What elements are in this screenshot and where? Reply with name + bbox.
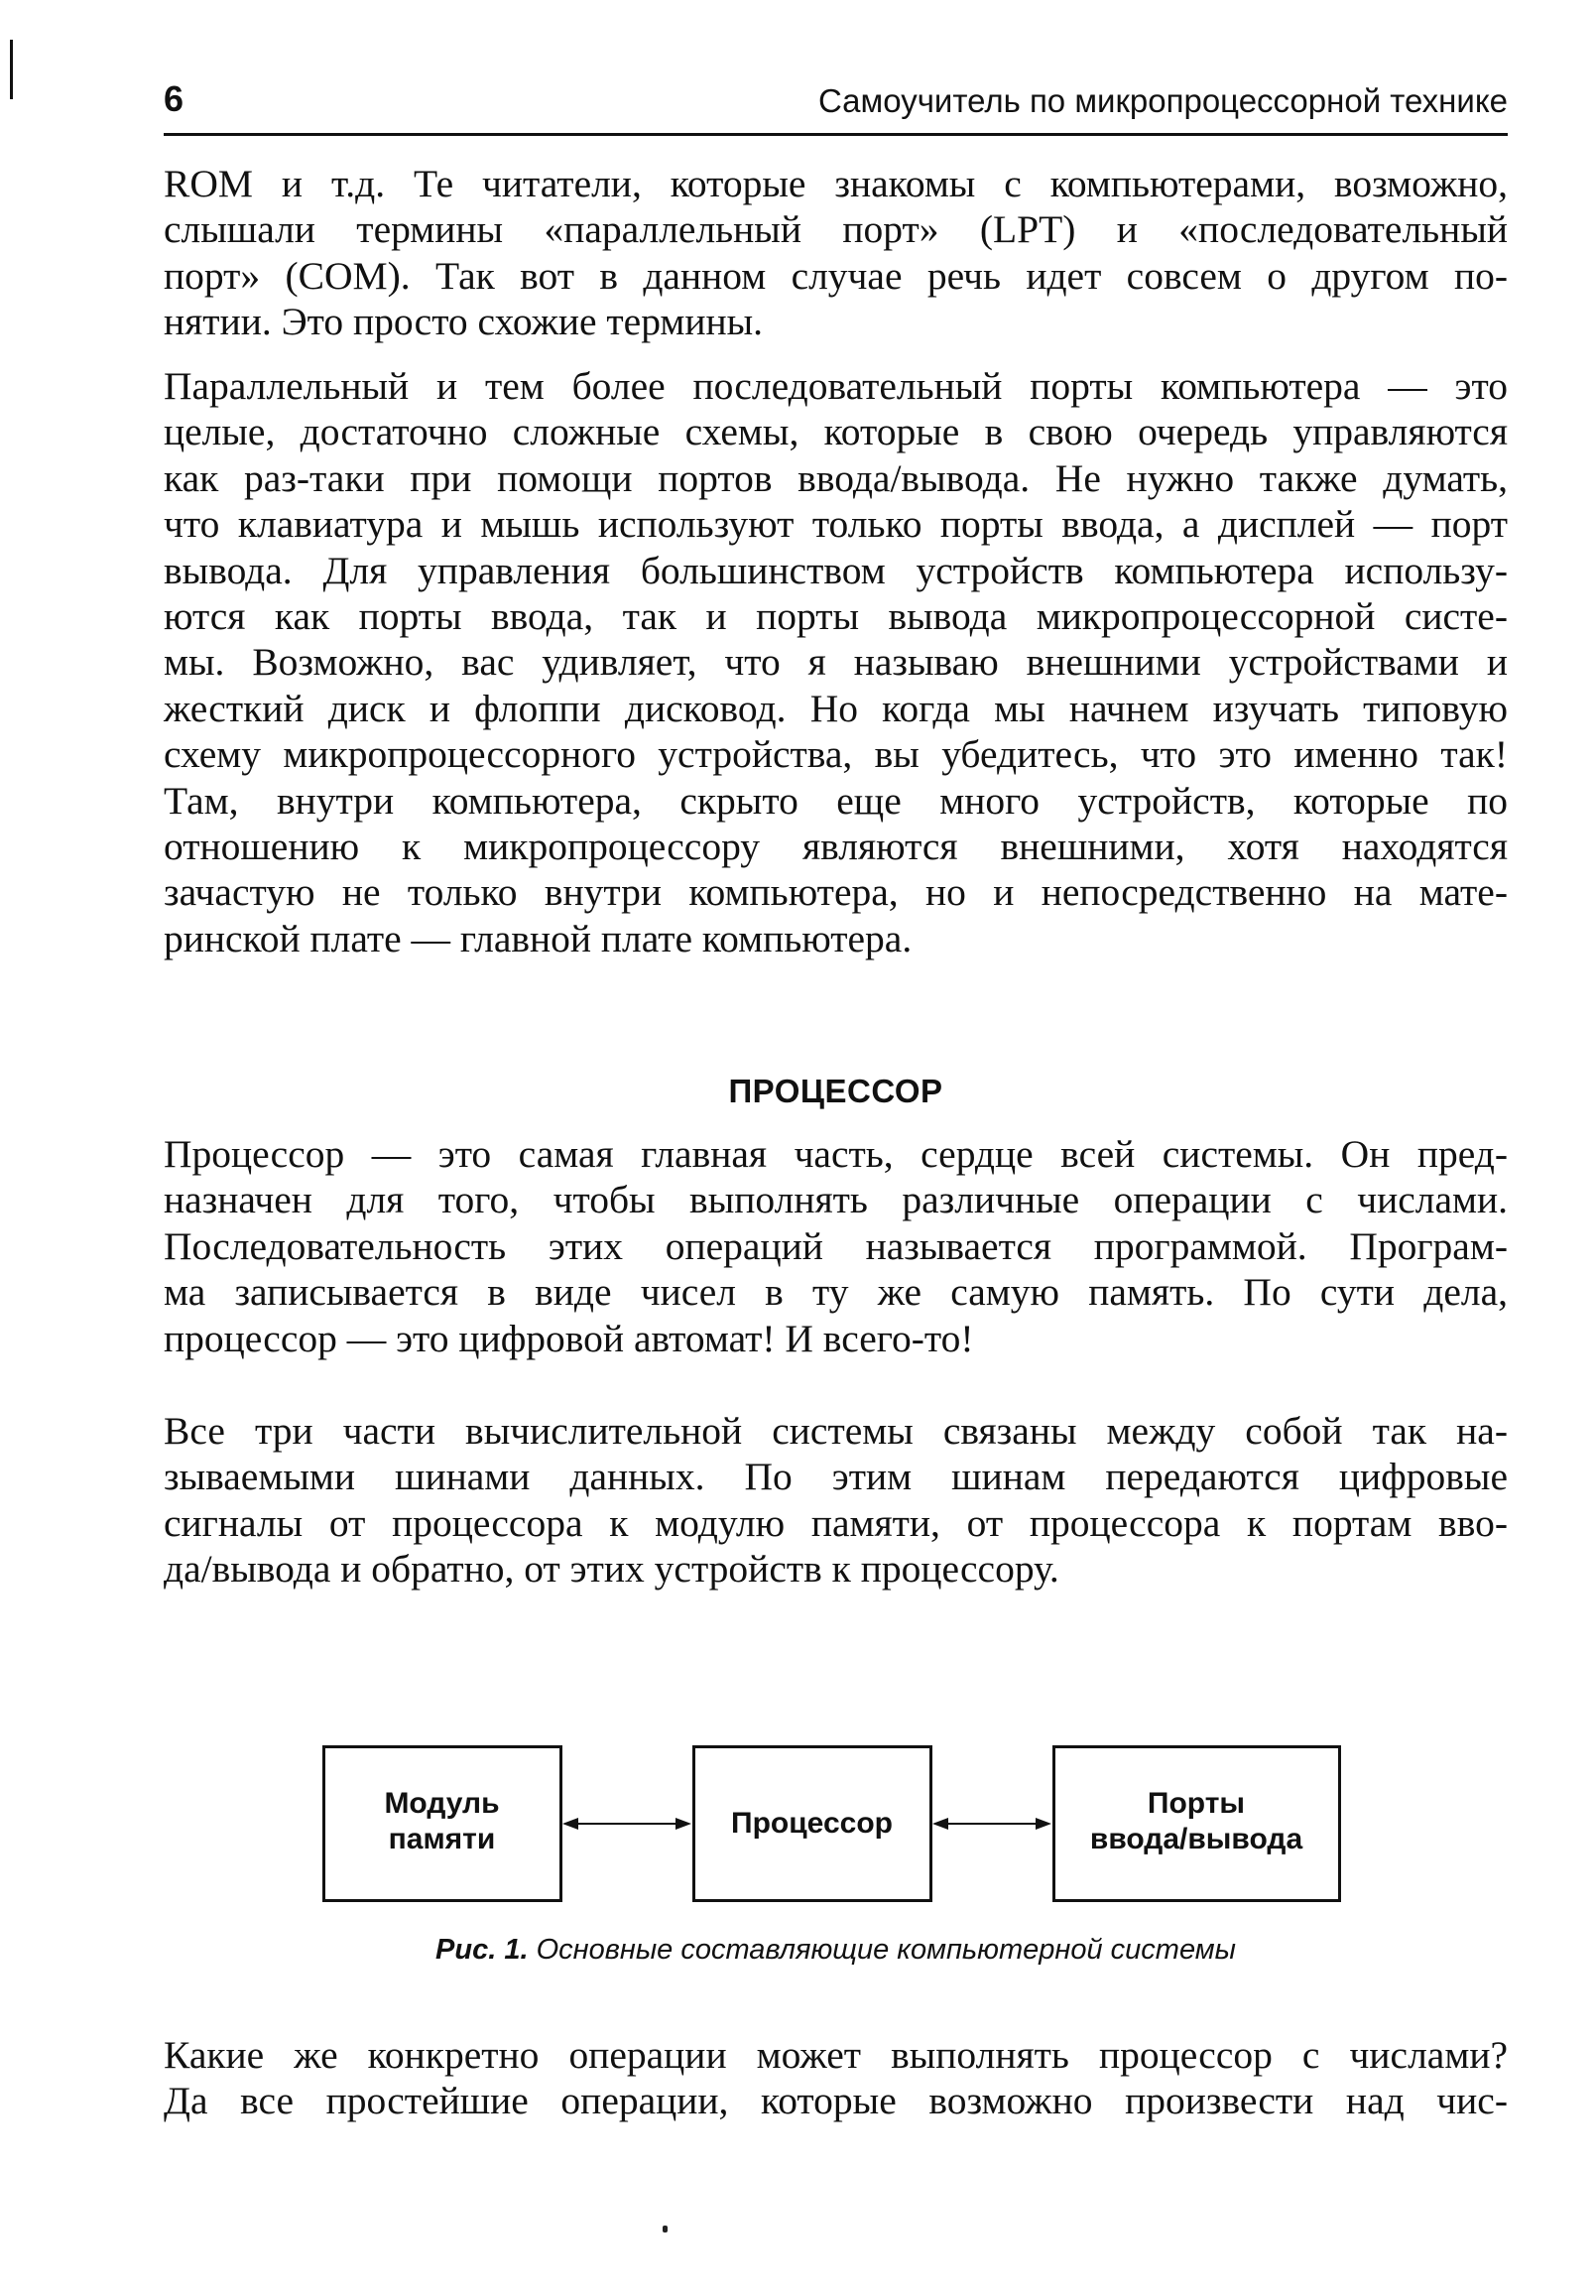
text-line: назначен для того, чтобы выполнять различные операции с числами. xyxy=(164,1178,1508,1222)
text-line: зачастую не только внутри компьютера, но и непосредственно на мате- xyxy=(164,870,1508,915)
paragraph-data-buses xyxy=(164,1408,1508,1593)
text-line: отношению к микропроцессору являются внешними, хотя находятся xyxy=(164,825,1508,869)
text-line: целые, достаточно сложные схемы, которые в свою очередь управляются xyxy=(164,410,1508,454)
text-line: нятии. Это просто схожие термины. xyxy=(164,300,764,344)
box-label-line: Процессор xyxy=(731,1807,893,1840)
text-line: жесткий диск и флоппи дисковод. Но когда мы начнем изучать типовую xyxy=(164,686,1508,730)
box-label-line: памяти xyxy=(388,1823,496,1855)
text-line: схему микропроцессорного устройства, вы убедитесь, что это именно так! xyxy=(164,732,1508,777)
text-line: мы. Возможно, вас удивляет, что я называю внешними устройствами и xyxy=(164,640,1508,685)
memory-module-label xyxy=(325,1786,558,1857)
box-label-line: Модуль xyxy=(384,1787,500,1820)
processor-label xyxy=(695,1806,928,1842)
text-line: Все три части вычислительной системы связаны между собой так на- xyxy=(164,1409,1508,1453)
text-line: ются как порты ввода, так и порты вывода микропроцессорной систе- xyxy=(164,594,1508,639)
text-line: что клавиатура и мышь используют только порты ввода, а дисплей — порт xyxy=(164,502,1508,547)
paragraph-rom-terms xyxy=(164,161,1508,345)
box-label-line: ввода/вывода xyxy=(1089,1823,1303,1855)
figure-caption-label: Рис. 1. xyxy=(435,1934,529,1966)
text-line: зываемыми шинами данных. По этим шинам передаются цифровые xyxy=(164,1455,1508,1499)
text-line: как раз-таки при помощи портов ввода/вывода. Не нужно также думать, xyxy=(164,455,1508,500)
scan-crop-mark xyxy=(10,40,13,99)
io-ports-label xyxy=(1055,1786,1337,1857)
text-line: слышали термины «параллельный порт» (LPT) и «последовательный xyxy=(164,207,1508,252)
page-number: 6 xyxy=(164,78,184,119)
running-title: Самоучитель по микропроцессорной технике xyxy=(817,82,1508,119)
paragraph-ports xyxy=(164,363,1508,961)
text-line: Процессор — это самая главная часть, сердце всей системы. Он пред- xyxy=(164,1132,1508,1176)
text-line: Там, внутри компьютера, скрыто еще много устройств, которые по xyxy=(164,778,1508,823)
text-line: сигналы от процессора к модулю памяти, от процессора к портам вво- xyxy=(164,1500,1508,1545)
text-line: Какие же конкретно операции может выполнять процессор с числами? xyxy=(164,2033,1508,2077)
scan-artifact-dot xyxy=(663,2226,668,2232)
text-line: Да все простейшие операции, которые возможно произвести над чис- xyxy=(164,2079,1508,2123)
memory-processor-arrow xyxy=(562,1818,691,1830)
text-line: процессор — это цифровой автомат! И всего-то! xyxy=(164,1316,974,1360)
figure-caption xyxy=(164,1930,1508,1970)
paragraph-processor xyxy=(164,1131,1508,1361)
page-header xyxy=(164,71,1508,136)
figure-caption-text: Основные составляющие компьютерной системы xyxy=(536,1934,1236,1966)
processor-io-arrow xyxy=(932,1818,1051,1830)
text-line: Параллельный и тем более последовательный порты компьютера — это xyxy=(164,364,1508,408)
figure-system-diagram xyxy=(322,1736,1344,1915)
section-heading: ПРОЦЕССОР xyxy=(728,1073,943,1109)
text-line: порт» (COM). Так вот в данном случае речь идет совсем о другом по- xyxy=(164,253,1508,298)
text-line: вывода. Для управления большинством устройств компьютера использу- xyxy=(164,548,1508,592)
text-line: да/вывода и обратно, от этих устройств к процессору. xyxy=(164,1547,1059,1592)
text-line: ма записывается в виде чисел в ту же самую память. По сути дела, xyxy=(164,1270,1508,1315)
paragraph-operations xyxy=(164,2032,1508,2124)
text-line: ринской плате — главной плате компьютера. xyxy=(164,916,913,960)
text-line: Последовательность этих операций называется программой. Програм- xyxy=(164,1223,1508,1268)
box-label-line: Порты xyxy=(1147,1787,1246,1820)
text-line: ROM и т.д. Те читатели, которые знакомы с компьютерами, возможно, xyxy=(164,162,1508,205)
